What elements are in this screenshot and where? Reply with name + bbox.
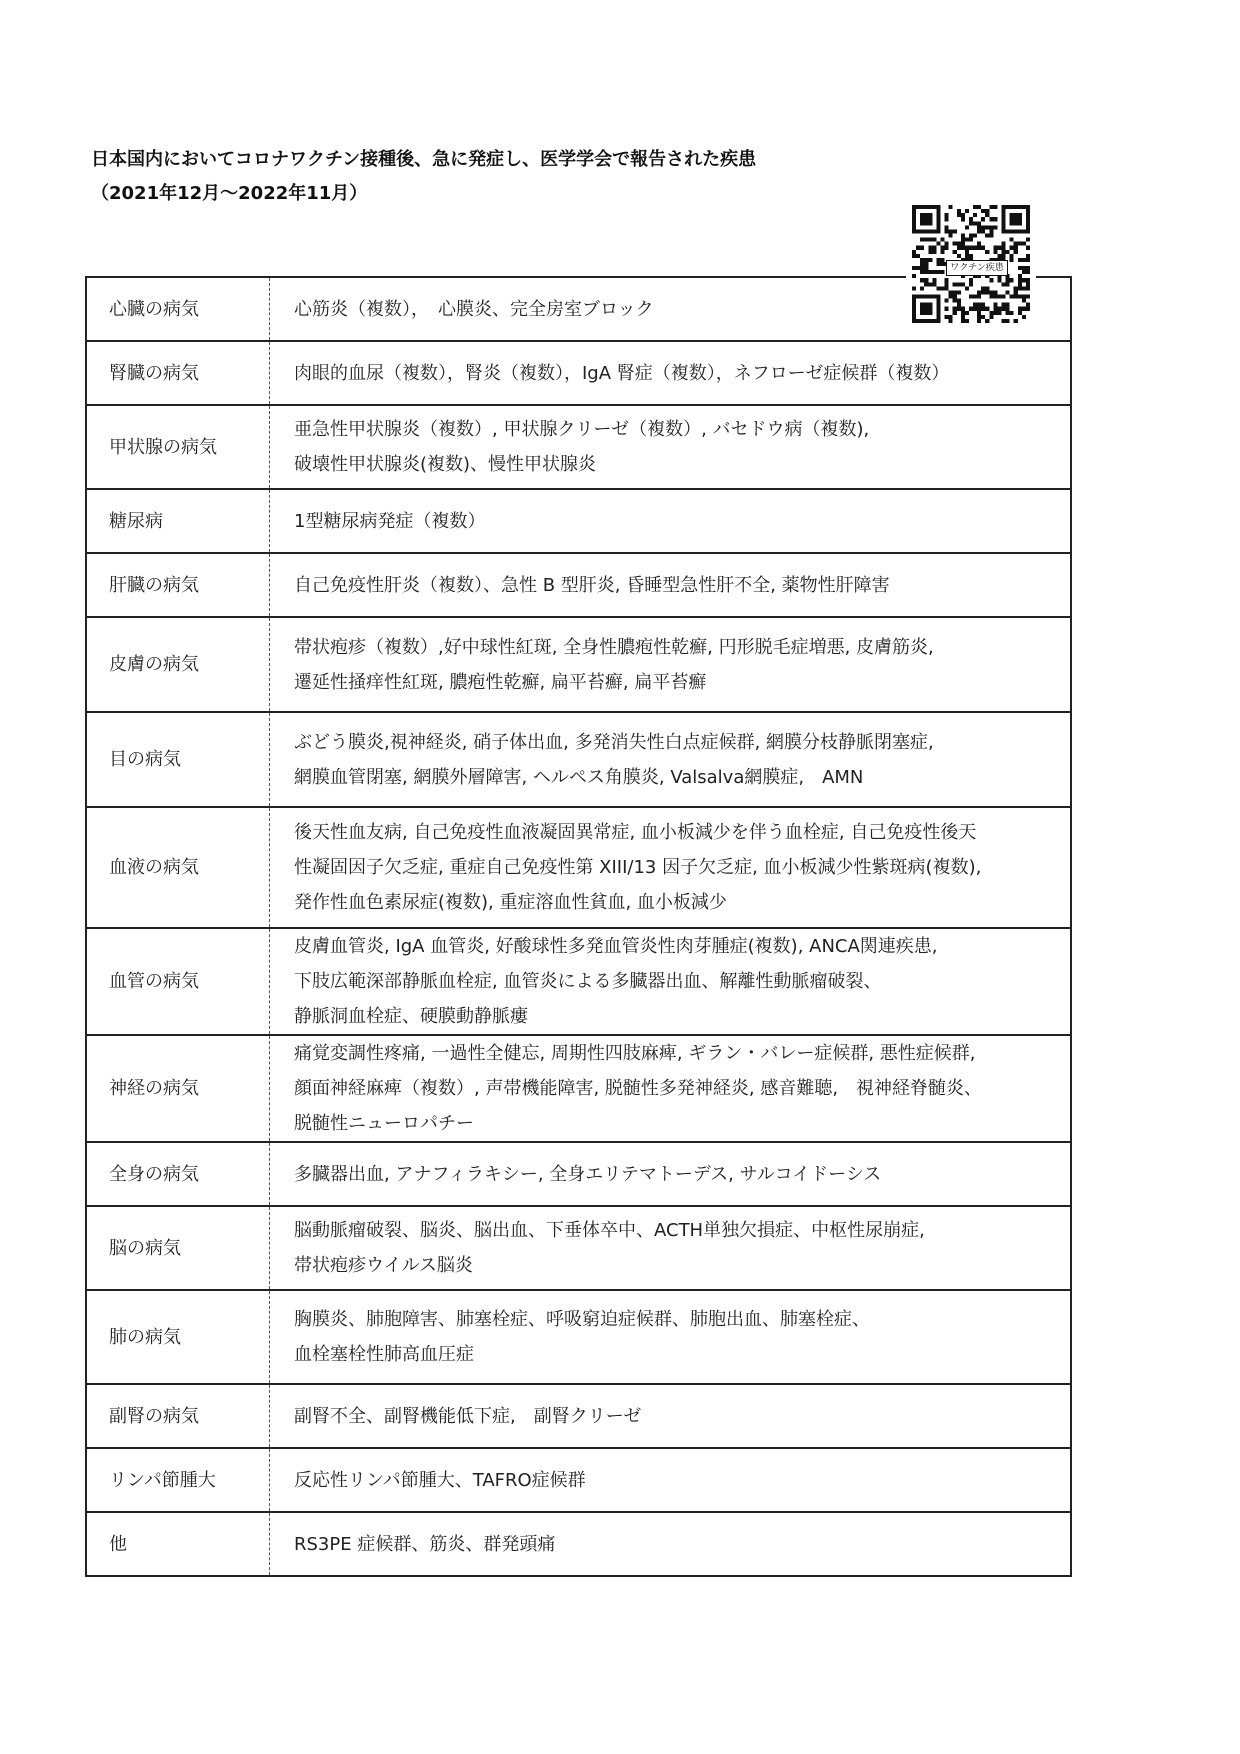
- disease-list-line: 脳動脈瘤破裂、脳炎、脳出血、下垂体卒中、ACTH単独欠損症、中枢性尿崩症,: [294, 1220, 925, 1241]
- disease-list-line: 胸膜炎、肺胞障害、肺塞栓症、呼吸窮迫症候群、肺胞出血、肺塞栓症、: [294, 1309, 870, 1330]
- disease-category: 肝臓の病気: [86, 553, 270, 617]
- disease-list-line: 多臓器出血, アナフィラキシー, 全身エリテマトーデス, サルコイドーシス: [294, 1163, 882, 1185]
- disease-list-line: 心筋炎（複数）， 心膜炎、完全房室ブロック: [294, 298, 654, 320]
- disease-category: 血管の病気: [86, 928, 270, 1035]
- disease-category: 心臓の病気: [86, 277, 270, 341]
- table-row: [86, 1448, 1071, 1512]
- disease-list-line: 顔面神経麻痺（複数）, 声帯機能障害, 脱髄性多発神経炎, 感音難聴, 視神経脊髄炎、: [294, 1078, 983, 1099]
- table-row: [86, 1206, 1071, 1290]
- table-row: [86, 617, 1071, 712]
- disease-list: [270, 712, 1072, 807]
- disease-list-line: 帯状疱疹（複数）,好中球性紅斑, 全身性膿疱性乾癬, 円形脱毛症増悪, 皮膚筋炎,: [294, 636, 934, 658]
- disease-category: 神経の病気: [86, 1035, 270, 1142]
- disease-list-line: 下肢広範深部静脈血栓症, 血管炎による多臓器出血、解離性動脈瘤破裂、: [294, 971, 882, 992]
- disease-list: [270, 341, 1072, 405]
- qr-code[interactable]: [906, 203, 1036, 331]
- table-row: [86, 553, 1071, 617]
- disease-list: [270, 553, 1072, 617]
- disease-list: [270, 928, 1072, 1035]
- table-row: [86, 807, 1071, 928]
- qr-label: ワクチン疾患: [946, 260, 1008, 276]
- disease-list: [270, 1142, 1072, 1206]
- disease-list: [270, 617, 1072, 712]
- disease-list-line: 1型糖尿病発症（複数）: [294, 510, 486, 532]
- disease-list-line: 破壊性甲状腺炎(複数)、慢性甲状腺炎: [294, 454, 597, 475]
- table-row: [86, 405, 1071, 489]
- disease-list: [270, 1290, 1072, 1384]
- disease-list-line: 反応性リンパ節腫大、TAFRO症候群: [294, 1469, 586, 1491]
- disease-list-line: 肉眼的血尿（複数），腎炎（複数），IgA 腎症（複数），ネフローゼ症候群（複数）: [294, 362, 950, 384]
- disease-category: 血液の病気: [86, 807, 270, 928]
- disease-list: [270, 1384, 1072, 1448]
- document-period: （2021年12月～2022年11月）: [91, 183, 368, 204]
- table-row: [86, 712, 1071, 807]
- disease-list: [270, 1035, 1072, 1142]
- table-row: [86, 1384, 1071, 1448]
- table-row: [86, 1142, 1071, 1206]
- disease-table: [85, 276, 1072, 1577]
- table-row: [86, 489, 1071, 553]
- disease-list-line: 静脈洞血栓症、硬膜動静脈瘻: [294, 1006, 528, 1027]
- disease-list-line: 帯状疱疹ウイルス脳炎: [294, 1255, 473, 1276]
- disease-list: [270, 1448, 1072, 1512]
- disease-category: 糖尿病: [86, 489, 270, 553]
- disease-list-line: ぶどう膜炎,視神経炎, 硝子体出血, 多発消失性白点症候群, 網膜分枝静脈閉塞症,: [294, 731, 934, 753]
- table-row: [86, 341, 1071, 405]
- disease-list-line: 脱髄性ニューロパチー: [294, 1113, 474, 1134]
- disease-list-line: 遷延性掻痒性紅斑, 膿疱性乾癬, 扁平苔癬, 扁平苔癬: [294, 671, 707, 693]
- disease-list-line: 後天性血友病, 自己免疫性血液凝固異常症, 血小板減少を伴う血栓症, 自己免疫性後天: [294, 822, 977, 843]
- disease-category: リンパ節腫大: [86, 1448, 270, 1512]
- disease-list-line: 亜急性甲状腺炎（複数）, 甲状腺クリーゼ（複数）, バセドウ病（複数),: [294, 419, 870, 440]
- disease-list-line: 網膜血管閉塞, 網膜外層障害, ヘルペス角膜炎, Valsalva網膜症, AMN: [294, 766, 864, 788]
- disease-category: 目の病気: [86, 712, 270, 807]
- disease-category: 肺の病気: [86, 1290, 270, 1384]
- disease-category: 皮膚の病気: [86, 617, 270, 712]
- disease-list: [270, 1206, 1072, 1290]
- table-row: [86, 928, 1071, 1035]
- disease-list: [270, 489, 1072, 553]
- table-row: [86, 1290, 1071, 1384]
- disease-list: [270, 405, 1072, 489]
- disease-list-line: 性凝固因子欠乏症, 重症自己免疫性第 XIII/13 因子欠乏症, 血小板減少性紫斑病(複数),: [294, 857, 982, 878]
- disease-list-line: 血栓塞栓性肺高血圧症: [294, 1344, 474, 1365]
- disease-list-line: 痛覚変調性疼痛, 一過性全健忘, 周期性四肢麻痺, ギラン・バレー症候群, 悪性症候群,: [294, 1043, 976, 1064]
- disease-list: [270, 1512, 1072, 1576]
- disease-list-line: 発作性血色素尿症(複数), 重症溶血性貧血, 血小板減少: [294, 892, 727, 913]
- disease-category: 甲状腺の病気: [86, 405, 270, 489]
- disease-category: 全身の病気: [86, 1142, 270, 1206]
- disease-list-line: 皮膚血管炎, IgA 血管炎, 好酸球性多発血管炎性肉芽腫症(複数), ANCA関連疾患,: [294, 936, 938, 957]
- disease-category: 他: [86, 1512, 270, 1576]
- disease-category: 腎臓の病気: [86, 341, 270, 405]
- table-row: [86, 1035, 1071, 1142]
- disease-list-line: 自己免疫性肝炎（複数）、急性 B 型肝炎, 昏睡型急性肝不全, 薬物性肝障害: [294, 574, 890, 596]
- disease-category: 脳の病気: [86, 1206, 270, 1290]
- disease-category: 副腎の病気: [86, 1384, 270, 1448]
- document-title: 日本国内においてコロナワクチン接種後、急に発症し、医学学会で報告された疾患: [91, 149, 757, 170]
- table-row: [86, 1512, 1071, 1576]
- disease-list-line: 副腎不全、副腎機能低下症, 副腎クリーゼ: [294, 1405, 642, 1427]
- disease-list-line: RS3PE 症候群、筋炎、群発頭痛: [294, 1533, 556, 1555]
- disease-list: [270, 807, 1072, 928]
